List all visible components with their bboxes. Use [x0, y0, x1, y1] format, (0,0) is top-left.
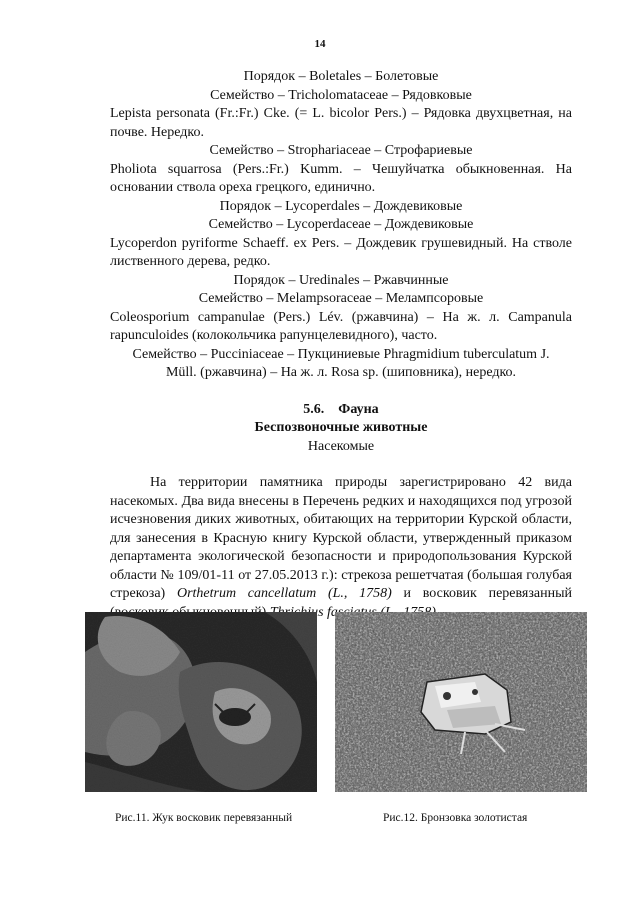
species-pholiota: Pholiota squarrosa (Pers.:Fr.) Kumm. – Чешуйчатка обыкновенная. На основании ствола ореха грецкого, единично. [110, 161, 572, 195]
family-pucciniaceae: Семейство – Pucciniaceae – Пукциниевые Phragmidium tuberculatum J. [132, 346, 550, 362]
species-phragmidium: Müll. (ржавчина) – На ж. л. Rosa sp. (шиповника), нередко. [165, 365, 517, 380]
figures-row [85, 612, 587, 792]
species-lepista: Lepista personata (Fr.:Fr.) Cke. (= L. bicolor Pers.) – Рядовка двухцветная, на почве. Нередко. [110, 106, 572, 140]
subheading-invertebrates: Беспозвоночные животные [254, 420, 428, 435]
paragraph-text-start: На территории памятника природы зарегистрировано 42 вида насекомых. Два вида внесены в Перечень редких и находящихся под угрозой исчезновения диких животных, обитающих на территории Курской области, для занесения в Красную книгу Курской области, утвержденный приказом департамента экологической безопасности и природопользования Курской области № 109/01-11 от 27.05.2013 г.): стрекоза решетчатая (большая голубая стрекоза) [110, 475, 572, 601]
page-body [110, 68, 572, 622]
bronze-beetle-photo-image [335, 612, 587, 792]
species-lycoperdon: Lycoperdon pyriforme Schaeff. ex Pers. – Дождевик грушевидный. На стволе лиственного дерева, редко. [110, 235, 572, 269]
paragraph-text-middle: и восковик перевязанный [403, 586, 572, 601]
order-lycoperdales: Порядок – Lycoperdales – Дождевиковые [219, 198, 463, 214]
species-coleosporium: Coleosporium campanulae (Pers.) Lév. (ржавчина) – На ж. л. Campanula rapunculoides (колокольчика рапунцелевидного), часто. [110, 309, 572, 343]
species-orthetrum: Orthetrum cancellatum (L., 1758) [176, 586, 392, 601]
family-strophariaceae: Семейство – Strophariaceae – Строфариевые [209, 143, 473, 158]
figure-11-photo [85, 612, 317, 792]
family-melampsoraceae: Семейство – Melampsoraceae – Мелампсоровые [198, 291, 484, 306]
section-number: 5.6. [303, 401, 325, 417]
figure-11-caption: Рис.11. Жук восковик перевязанный [115, 812, 293, 824]
order-uredinales: Порядок – Uredinales – Ржавчинные [233, 272, 449, 288]
order-boletales: Порядок – Boletales – Болетовые [243, 69, 439, 84]
figure-12-caption: Рис.12. Бронзовка золотистая [383, 812, 528, 824]
fauna-paragraph [110, 474, 572, 622]
beetle-photo-image [85, 612, 317, 792]
section-title: Фауна [338, 401, 379, 417]
family-lycoperdaceae: Семейство – Lycoperdaceae – Дождевиковые [208, 217, 474, 232]
figure-12-photo [335, 612, 587, 792]
family-tricholomataceae: Семейство – Tricholomataceae – Рядовковые [210, 87, 472, 103]
subheading-insects: Насекомые [307, 438, 375, 454]
page-number: 14 [314, 38, 326, 50]
section-heading [110, 401, 572, 420]
